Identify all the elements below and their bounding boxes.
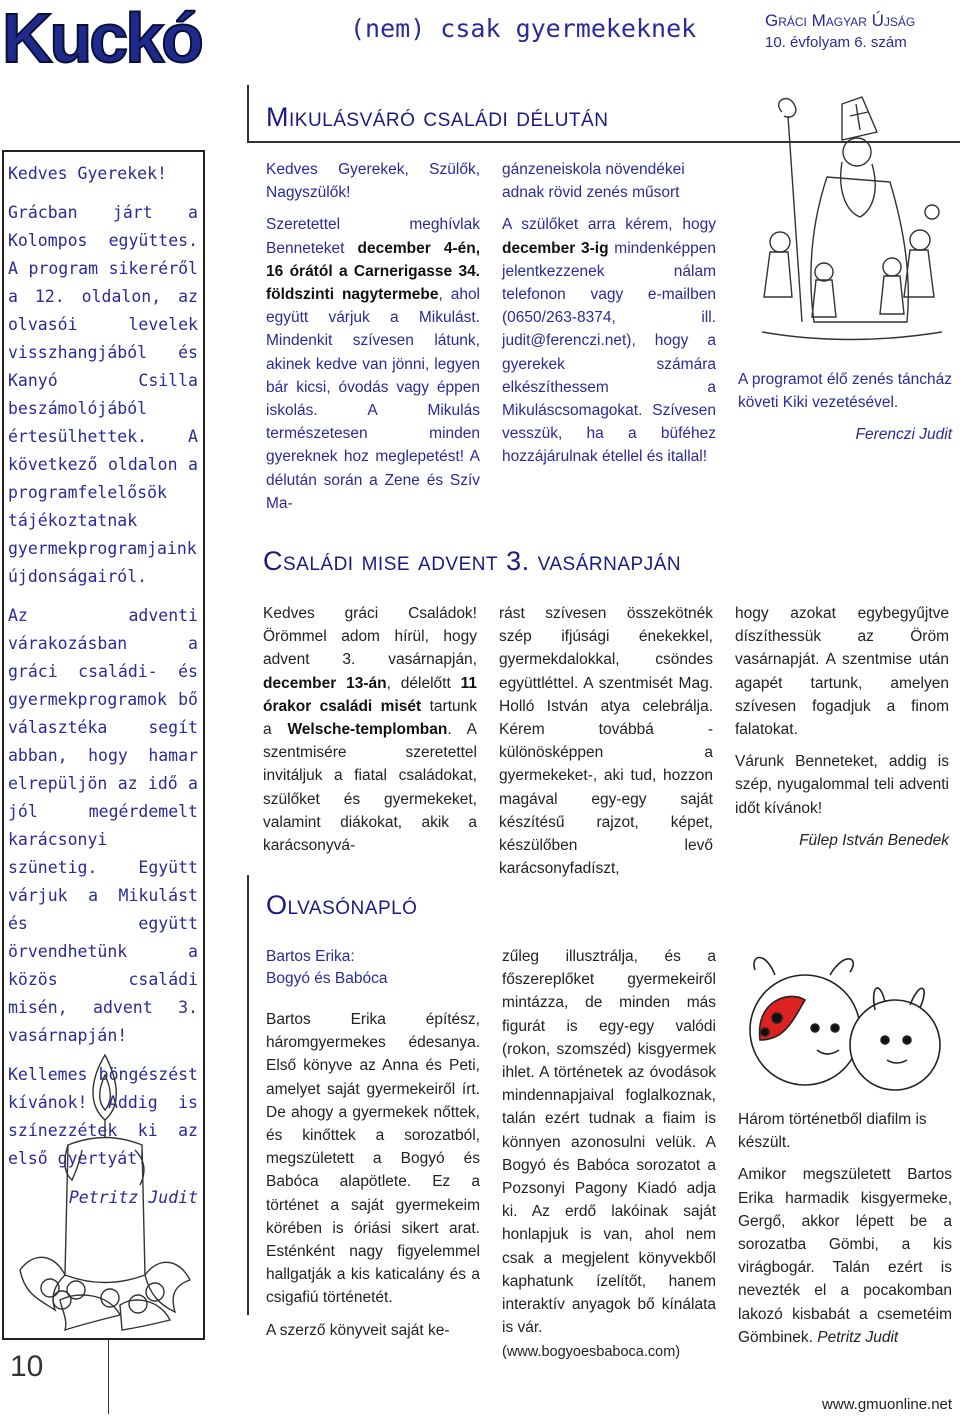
santa-illustration [742,92,954,362]
mikulas-column-2 [502,158,716,478]
book-author: Bartos Erika: [266,948,355,965]
book-website: (www.bogyoesbaboca.com) [502,1344,681,1361]
section-title-olvaso: Olvasónapló [266,890,418,920]
mise-signature: Fülep István Benedek [799,831,949,849]
olvaso-column-3 [738,1108,952,1358]
mise-column-2 [499,602,713,889]
mikulas-column-3 [738,368,952,456]
bogyo-baboca-illustration [735,940,955,1100]
mise-column-3 [735,602,949,861]
header-subtitle: (nem) csak gyermekeknek [350,14,697,43]
kucko-logo [0,0,262,74]
mikulas-column-1 [266,158,480,524]
footer-website: www.gmuonline.net [822,1396,953,1413]
svg-text:Kuckó: Kuckó [2,0,201,74]
header-newspaper-info [765,10,915,54]
sidebar-paragraph: Az adventi várakozásban a gráci családi- és gyermekprogramok bő választéka segít abban, hogy hamar elrepüljön az idő a jól megérdemelt karácsonyi szünetig. Együtt várjuk a Mikulást és együtt örvendhetünk a közös családi misén, advent 3. vasárnapján! [8,606,198,1045]
mise-text-2: rást szívesen összekötnék szép ifjúsági énekekkel, gyermekdalokkal, csöndes együttléttel. A szentmisét Mag. Holló István atya celebrálja. Kérem továbbá -különösképpen a gyermekeket-, aki tud, hozzon magával egy-egy saját készítésű rajzot, képet, készülőben levő karácsonyfadíszt, [499,605,713,878]
book-reference [266,946,480,990]
mikulas-music-text: gánzeneiskola növendékei adnak rövid zenés műsort [502,161,685,202]
olvaso-signature: Petritz Judit [817,1328,899,1346]
newspaper-name: Gráci Magyar Újság [765,11,916,30]
olvaso-diafilm: Három történetből diafilm is készült. [738,1111,927,1152]
book-title: Bogyó és Babóca [266,970,388,987]
sidebar-signature: Petritz Judit [68,1188,198,1207]
mikulas-program-text: A programot élő zenés táncház követi Kiki vezetésével. [738,371,952,412]
frame-line [247,85,249,143]
olvaso-column-2 [502,945,716,1374]
mise-closing: Várunk Benneteket, addig is szép, nyugalommal teli adventi időt kívánok! [735,753,949,817]
mikulas-greeting: Kedves Gyerekek, Szülők, Nagyszülők! [266,161,480,202]
sidebar-paragraph: Kellemes böngészést kívánok! Addig is színezzétek ki az első gyertyát! [8,1065,198,1168]
issue-number: 10. évfolyam 6. szám [765,34,907,51]
mikulas-registration: A szülőket arra kérem, hogy december 3-ig mindenképpen jelentkezzenek nálam telefonon vagy e-mailben (0650/263-8374, ill. judit@ferenczi.net), hogy a gyerekek számára elkészíthessem a Mikuláscsomagokat. Szívesen vesszük, ha a büféhez hozzájárulnak étellel és itallal! [502,216,716,466]
candle-illustration [10,1050,195,1335]
mise-column-1 [263,602,477,866]
mise-text-1: Kedves gráci Családok! Örömmel adom hírül, hogy advent 3. vasárnapján, december 13-án, délelőtt 11 órakor családi misét tartunk a Welsche-templomban. A szentmisére szeretettel invitáljuk a fiatal családokat, szülőket és gyermekeket, valamint diákokat, akik a karácsonyvá- [263,605,477,855]
mikulas-signature: Ferenczi Judit [855,426,952,444]
sidebar-paragraph: Grácban járt a Kolompos együttes. A program sikeréről a 12. oldalon, az olvasói levelek visszhangjából és Kanyó Csilla beszámolójából értesülhettek. A következő oldalon a programfelelősök tájékoztatnak gyermekprogramjaink újdonságairól. [8,203,198,586]
page-number: 10 [10,1350,44,1383]
frame-line [247,875,249,1315]
section-title-mikulas: Mikulásváró családi délután [266,102,609,132]
olvaso-text-1: Bartos Erika építész, háromgyermekes édesanya. Első könyve az Anna és Peti, amelyet saját gyermekeiről írt. De ahogy a gyermekek nőttek, és kinőttek a sorozatból, megszületett a Bogyó és Babóca alapötlete. Ez a történet a saját gyermekeim körében is óriási sikert arat. Esténként nagy figyelemmel hallgatják a kis katicalány és a csigafiú történetét. [266,1011,480,1307]
mikulas-invitation: Szeretettel meghívlak Benneteket december 4-én, 16 órától a Carnerigasse 34. földszinti nagytermebe, ahol együtt várjuk a Mikulást. Mindenkit szívesen látunk, akinek kedve van jönni, legyen bár kicsi, óvodás vagy éppen iskolás. A Mikulás természetesen minden gyereknek hoz meglepetést! A délután során a Zene és Szív Ma- [266,216,481,512]
olvaso-column-1 [266,946,480,1351]
section-title-mise: Családi mise advent 3. vasárnapján [263,546,682,576]
mise-text-3: hogy azokat egybegyűjtve díszíthessük az Öröm vasárnapját. A szentmise után agapét tartunk, amelyen szívesen fogadjuk a finom falatokat. [735,605,949,739]
olvaso-text-2: A szerző könyveit saját ke- [266,1321,450,1339]
sidebar-greeting: Kedves Gyerekek! [8,164,167,183]
olvaso-text-3: zűleg illusztrálja, és a főszereplőket gyermekeiről mintázza, de minden más figurát is egy-egy valódi (rokon, szomszéd) kisgyermek ihlet. A történetek az óvodások mindennapjaival foglalkoznak, talán ezért tudnak a fiaim is könnyen azonosulni velük. A Bogyó és Babóca sorozatot a Pozsonyi Pagony Kiadó adja ki. Az erdő lakóinak saját honlapjuk is van, ahol nem csak a megjelent könyvekből kaphatunk ízelítőt, hanem interaktív anyagok bő kínálata is vár. [502,948,716,1337]
frame-line [108,1338,109,1414]
olvaso-text-4: Amikor megszületett Bartos Erika harmadik kisgyermeke, Gergő, akkor lépett be a sorozatba Gömbi, a kis virágbogár. Talán ezért is nevezték el a pocakomban lakozó kisbabát a csemetéim Gömbinek. Petritz Judit [738,1166,952,1346]
